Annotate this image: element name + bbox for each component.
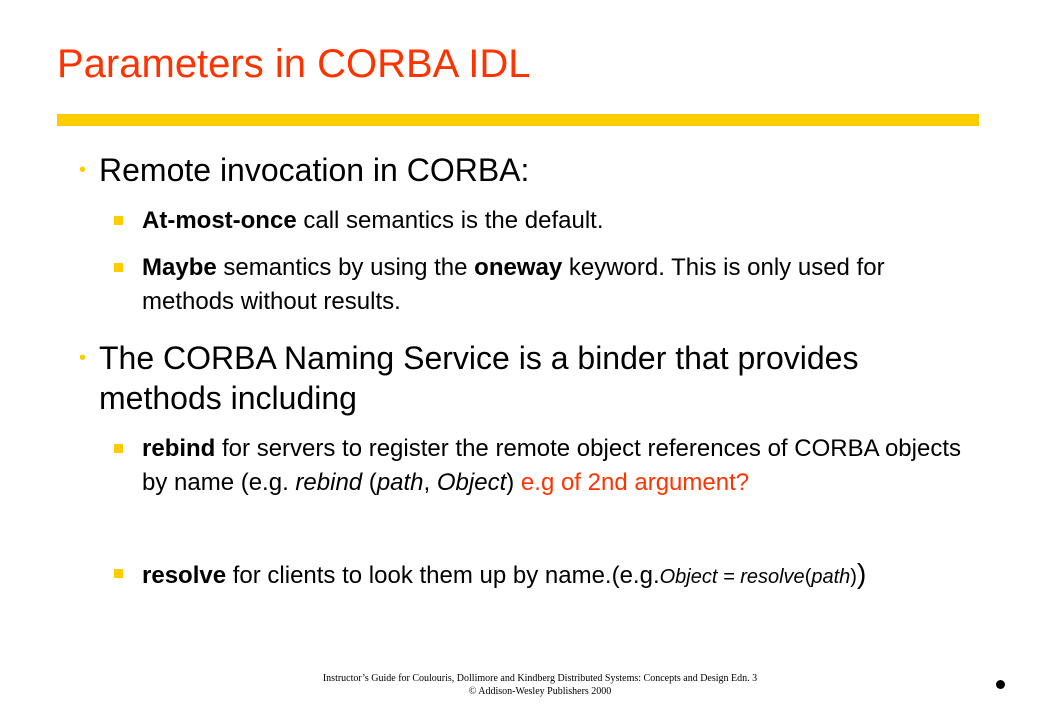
footer-copyright: © Addison-Wesley Publishers 2000: [468, 686, 612, 697]
code-path: path: [811, 566, 851, 588]
sub-bullet-text: keyword. This is only used for methods without results.: [142, 254, 885, 315]
keyword-maybe: Maybe: [142, 254, 217, 281]
title-underline-bar: [57, 114, 979, 126]
slide-title: Parameters in CORBA IDL: [57, 42, 531, 86]
bullet-naming-service: [79, 338, 959, 418]
bullet-text: Remote invocation in CORBA:: [99, 152, 530, 188]
bullet-dot-icon: •: [79, 159, 87, 181]
sub-bullet-at-most-once: [142, 204, 972, 238]
sub-bullet-rebind: [142, 432, 972, 500]
code-path: path: [376, 469, 424, 496]
slide-dot-icon: [996, 680, 1005, 689]
keyword-rebind: rebind: [142, 435, 216, 462]
sub-bullet-text: call semantics is the default.: [296, 207, 604, 234]
question-note: e.g of 2nd argument?: [520, 469, 750, 496]
code-object-resolve: Object = resolve: [659, 566, 805, 588]
keyword-oneway: oneway: [474, 254, 563, 281]
sub-bullet-text: for clients to look them up by name.(e.g.: [226, 562, 660, 589]
sub-bullet-text: ): [856, 558, 867, 589]
code-rebind: rebind: [295, 469, 363, 496]
footer: [300, 672, 780, 698]
sub-bullet-resolve: [142, 557, 972, 594]
code-object: Object: [436, 469, 507, 496]
sub-bullet-text: ): [850, 566, 857, 588]
sub-bullet-text: ,: [423, 469, 437, 496]
square-bullet-icon: [114, 263, 123, 272]
sub-bullet-text: (: [804, 566, 812, 588]
sub-bullet-text: (: [362, 469, 377, 496]
sub-bullet-maybe: [142, 251, 972, 319]
keyword-resolve: resolve: [142, 562, 227, 589]
sub-bullet-text: semantics by using the: [216, 254, 475, 281]
bullet-remote-invocation: [79, 150, 959, 190]
square-bullet-icon: [114, 444, 123, 453]
bullet-dot-icon: •: [79, 347, 87, 369]
sub-bullet-text: ): [506, 469, 521, 496]
square-bullet-icon: [114, 569, 123, 578]
square-bullet-icon: [114, 216, 123, 225]
keyword-at-most-once: At-most-once: [142, 207, 297, 234]
bullet-text: The CORBA Naming Service is a binder that provides methods including: [99, 340, 859, 416]
footer-citation: Instructor’s Guide for Coulouris, Dollimore and Kindberg Distributed Systems: Concepts and Design Edn. 3: [322, 673, 758, 684]
sub-bullet-text: for servers to register the remote object references of CORBA objects by name (e.g.: [142, 435, 961, 496]
